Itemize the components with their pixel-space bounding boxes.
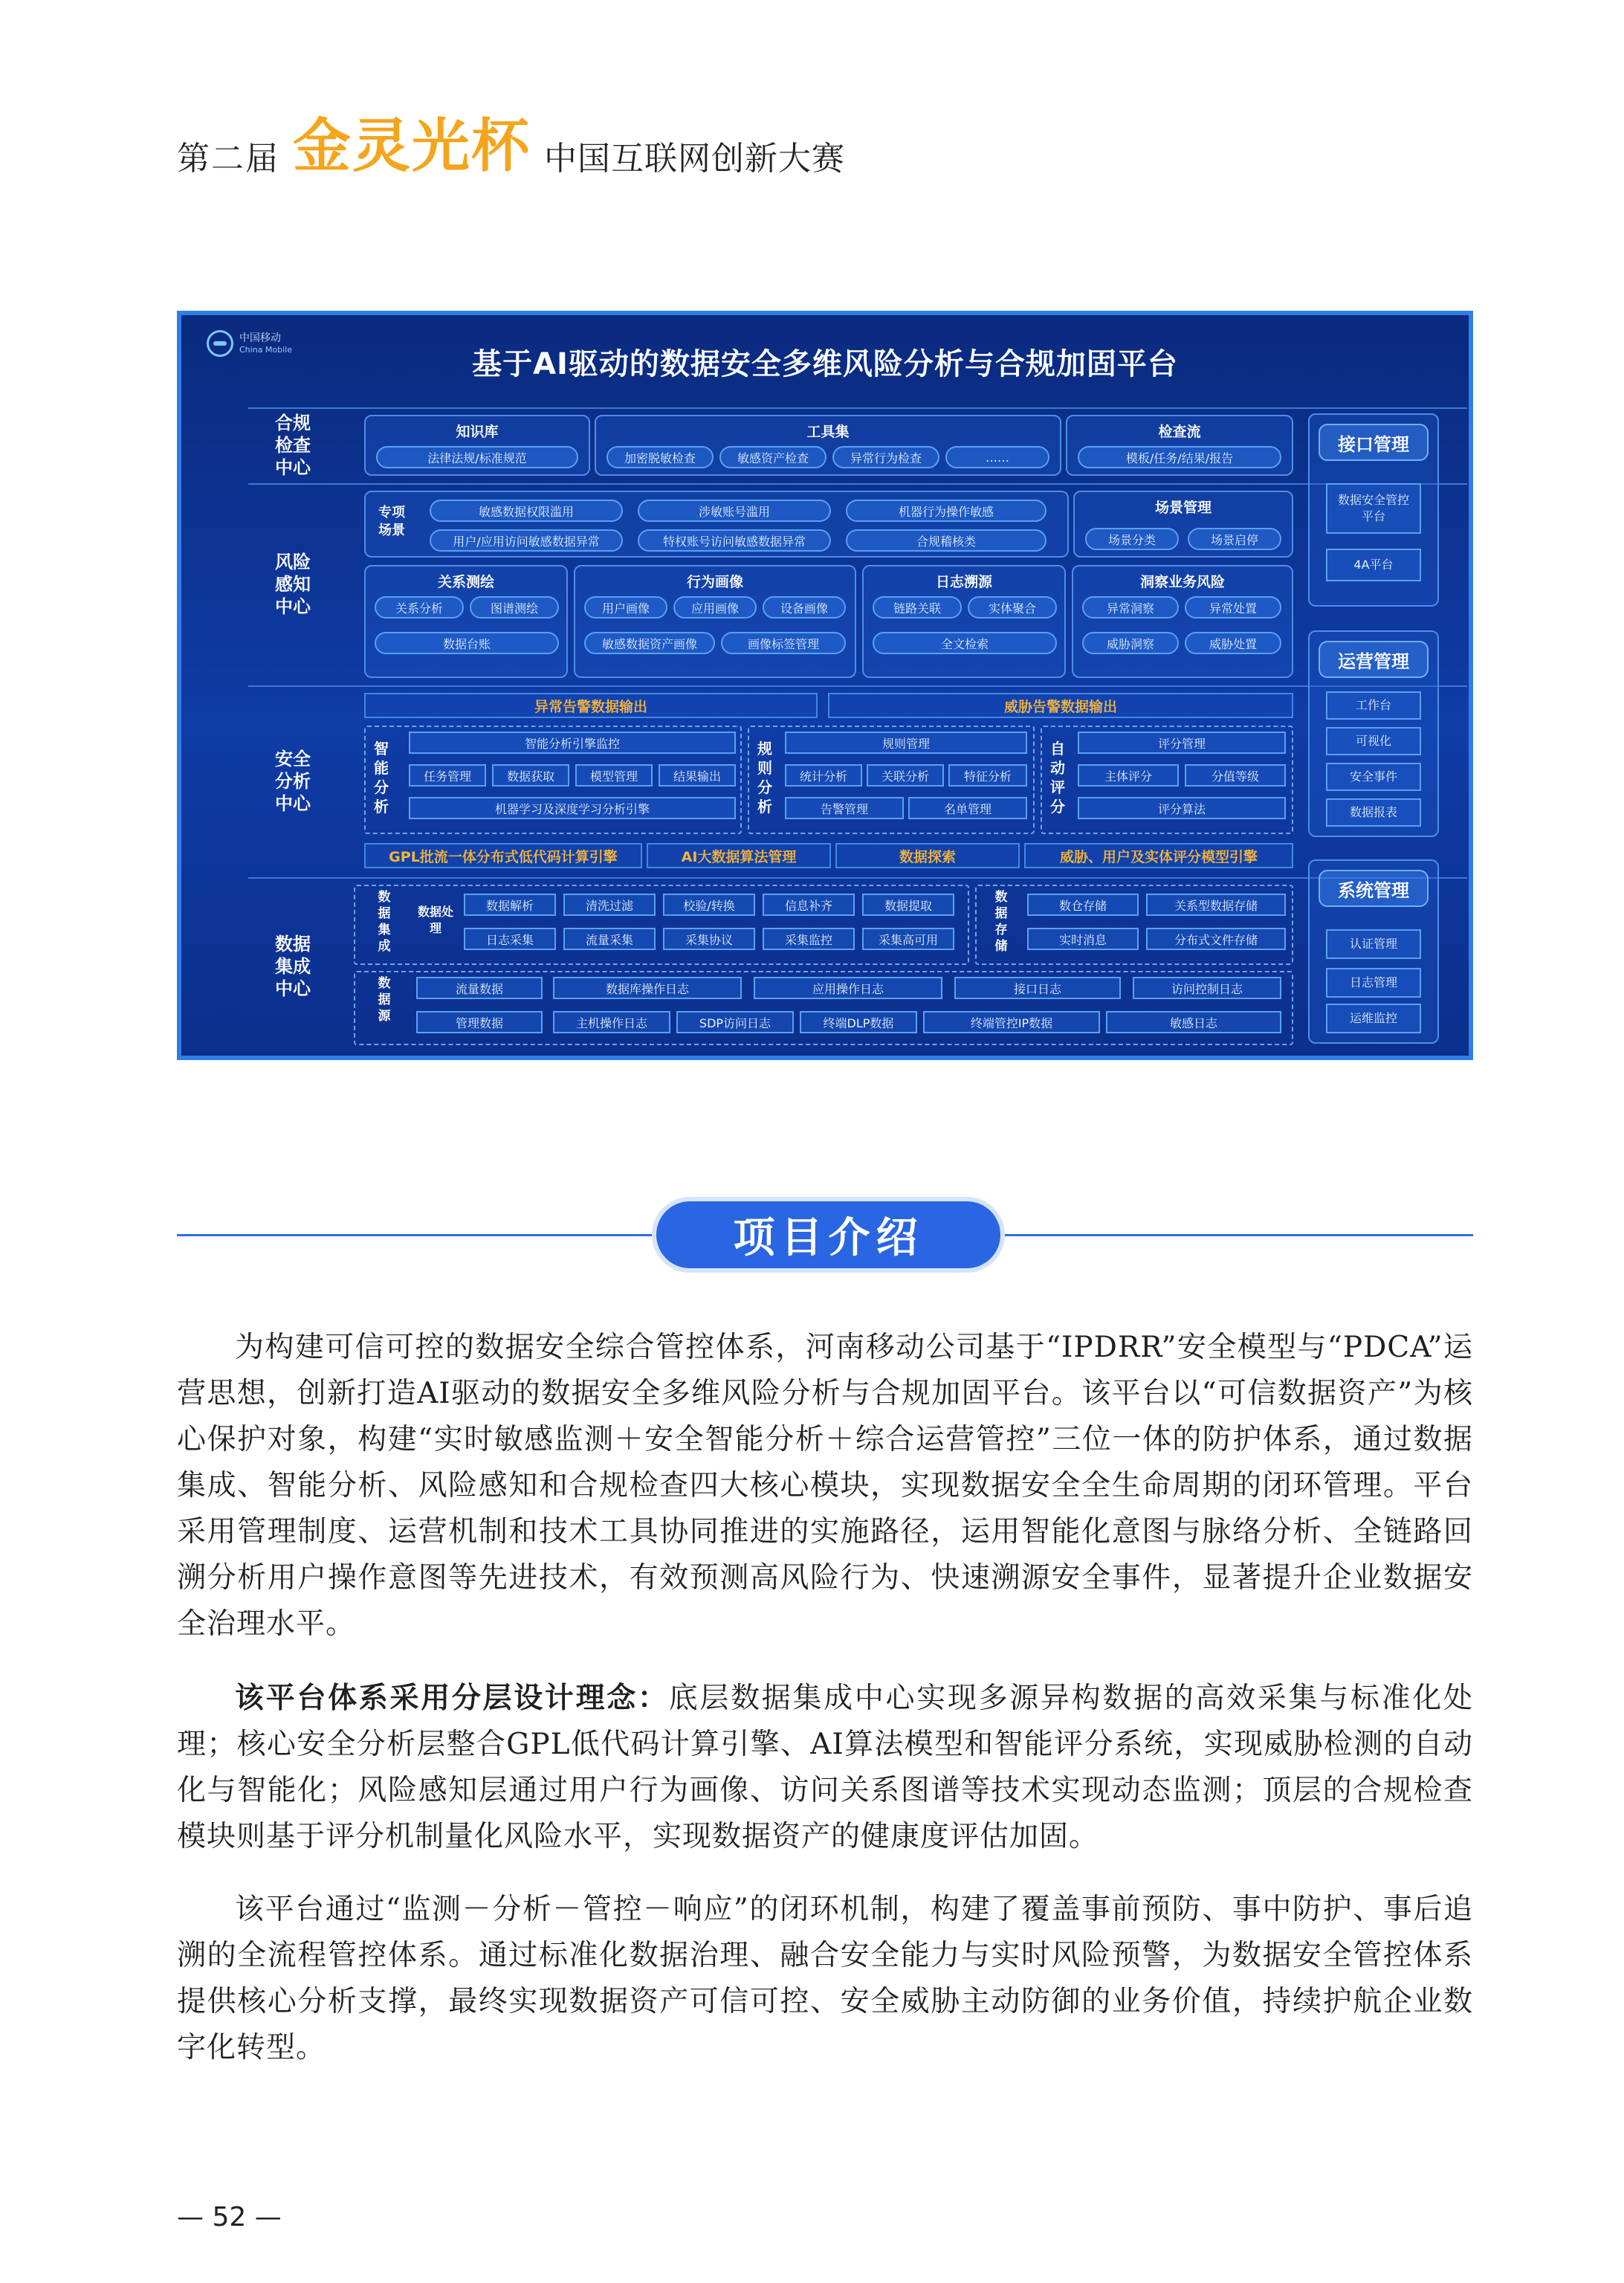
- side-item: 数据报表: [1326, 798, 1421, 827]
- side-item: 可视化: [1326, 727, 1421, 755]
- analysis-foot-bar: 威胁、用户及实体评分模型引擎: [1024, 843, 1293, 868]
- divider-line: [248, 685, 1467, 687]
- data-source-label: 数据源: [378, 976, 391, 1024]
- source-item: 敏感日志: [1106, 1011, 1281, 1033]
- section-rule-right: [1000, 1234, 1473, 1236]
- behavior-item: 设备画像: [763, 596, 846, 619]
- insight-item: 威胁处置: [1185, 632, 1281, 654]
- box-title: 检查流: [1158, 424, 1201, 440]
- behavior-item: 用户画像: [584, 596, 667, 619]
- rule-top: 规则管理: [785, 732, 1027, 754]
- box-special-scenarios: [364, 491, 1069, 558]
- analysis-foot-bar: GPL批流一体分布式低代码计算引擎: [364, 843, 642, 868]
- scene-item: 场景启停: [1188, 528, 1281, 550]
- page-number: — 52 —: [177, 2202, 282, 2232]
- insight-item: 异常洞察: [1082, 596, 1179, 619]
- insight-item: 威胁洞察: [1082, 632, 1179, 654]
- behavior-item: 画像标签管理: [721, 632, 846, 654]
- data-store-label: 数据存储: [994, 890, 1008, 954]
- row-label-risk: 风险感知中心: [275, 552, 311, 617]
- box-title: 场景管理: [1154, 500, 1211, 516]
- source-item: 管理数据: [416, 1011, 543, 1033]
- special-item: 用户/应用访问敏感数据异常: [430, 529, 623, 552]
- row-label-analysis: 安全分析中心: [275, 749, 311, 814]
- source-item: SDP访问日志: [676, 1011, 794, 1033]
- side-item: 运维监控: [1326, 1004, 1421, 1033]
- proc-item: 采集监控: [763, 928, 855, 950]
- behavior-item: 应用画像: [673, 596, 757, 619]
- box-check-flow: [1066, 415, 1293, 476]
- section-title: 项目介绍: [656, 1201, 1000, 1268]
- side-title-sys: 系统管理: [1319, 870, 1429, 907]
- source-item: 访问控制日志: [1133, 977, 1281, 999]
- rule-item: 特征分析: [948, 764, 1027, 787]
- box-behavior-profile: [574, 565, 856, 678]
- rule-item: 统计分析: [785, 764, 862, 787]
- figure-title: 基于AI驱动的数据安全多维风险分析与合规加固平台: [472, 347, 1178, 381]
- special-item: 涉敏账号滥用: [638, 500, 831, 522]
- tool-item: ……: [945, 446, 1049, 468]
- auto-score-label: 自动评分: [1050, 740, 1065, 816]
- box-title: 日志溯源: [935, 574, 992, 590]
- proc-item: 数据提取: [862, 894, 954, 916]
- side-item: 4A平台: [1326, 549, 1421, 581]
- special-item: 机器行为操作敏感: [846, 500, 1046, 522]
- paragraph-2-lead: 该平台体系采用分层设计理念：: [235, 1682, 669, 1715]
- log-item: 全文检索: [873, 632, 1057, 654]
- side-panel-sys: [1308, 859, 1439, 1044]
- proc-item: 采集协议: [663, 928, 755, 950]
- header-suffix: 中国互联网创新大赛: [544, 140, 846, 178]
- box-toolset: [595, 415, 1061, 476]
- store-item: 数仓存储: [1027, 894, 1139, 916]
- store-item: 关系型数据存储: [1146, 894, 1286, 916]
- section-rule-left: [177, 1234, 656, 1236]
- box-business-risk: [1072, 565, 1293, 678]
- anomaly-alert-output: 异常告警数据输出: [364, 693, 818, 718]
- paragraph-3: 该平台通过“监测－分析－管控－响应”的闭环机制，构建了覆盖事前预防、事中防护、事后追溯的全流程管控体系。通过标准化数据治理、融合安全能力与实时风险预警，为数据安全管控体系提供核心分析支撑，最终实现数据资产可信可控、安全威胁主动防御的业务价值，持续护航企业数字化转型。: [177, 1893, 1473, 2064]
- box-relation-mapping: [364, 565, 568, 678]
- score-top: 评分管理: [1078, 732, 1286, 754]
- special-item: 合规稽核类: [846, 529, 1046, 552]
- analysis-foot-bar: AI大数据算法管理: [647, 843, 831, 868]
- relation-item: 数据台账: [375, 632, 559, 654]
- smart-item: 结果输出: [659, 764, 736, 787]
- side-item: 认证管理: [1326, 929, 1421, 959]
- special-label: 专项场景: [378, 505, 405, 538]
- side-item: 安全事件: [1326, 763, 1421, 791]
- paragraph-1: 为构建可信可控的数据安全综合管控体系，河南移动公司基于“IPDRR”安全模型与“PDCA”运营思想，创新打造AI驱动的数据安全多维风险分析与合规加固平台。该平台以“可信数据资产”为核心保护对象，构建“实时敏感监测＋安全智能分析＋综合运营管控”三位一体的防护体系，通过数据集成、智能分析、风险感知和合规检查四大核心模块，实现数据安全全生命周期的闭环管理。平台采用管理制度、运营机制和技术工具协同推进的实施路径，运用智能化意图与脉络分析、全链路回溯分析用户操作意图等先进技术，有效预测高风险行为、快速溯源安全事件，显著提升企业数据安全治理水平。: [177, 1331, 1473, 1641]
- box-knowledge-base: [364, 415, 590, 476]
- relation-item: 图谱测绘: [470, 596, 559, 619]
- score-item: 评分算法: [1078, 797, 1286, 819]
- row-label-compliance: 合规检查中心: [275, 413, 311, 478]
- side-title-api: 接口管理: [1319, 424, 1429, 461]
- score-item: 主体评分: [1078, 764, 1179, 787]
- divider-line: [248, 483, 1467, 485]
- proc-item: 清洗过滤: [563, 894, 656, 916]
- log-item: 链路关联: [873, 596, 962, 619]
- side-panel-ops: [1308, 630, 1439, 837]
- proc-item: 数据解析: [464, 894, 556, 916]
- rule-item: 关联分析: [867, 764, 944, 787]
- special-item: 敏感数据权限滥用: [430, 500, 623, 522]
- scene-item: 场景分类: [1085, 528, 1179, 550]
- store-item: 实时消息: [1027, 928, 1139, 950]
- header-prefix: 第二届: [177, 140, 279, 178]
- smart-item: 任务管理: [409, 764, 486, 787]
- box-scene-management: [1073, 491, 1293, 558]
- kb-item: 法律法规/标准规范: [376, 446, 578, 468]
- smart-bottom: 机器学习及深度学习分析引擎: [409, 797, 736, 819]
- source-item: 主机操作日志: [553, 1011, 670, 1033]
- box-log-tracing: [862, 565, 1066, 678]
- box-title: 关系测绘: [437, 574, 494, 590]
- paragraph-2: [177, 1676, 1473, 1860]
- proc-item: 信息补齐: [763, 894, 855, 916]
- box-title: 知识库: [456, 424, 499, 440]
- paragraph-2-body: 底层数据集成中心实现多源异构数据的高效采集与标准化处理；核心安全分析层整合GPL低代码计算引擎、AI算法模型和智能评分系统，实现威胁检测的自动化与智能化；风险感知层通过用户行为画像、访问关系图谱等技术实现动态监测；顶层的合规检查模块则基于评分机制量化风险水平，实现数据资产的健康度评估加固。: [177, 1682, 1473, 1853]
- side-item: 数据安全管控平台: [1326, 483, 1421, 534]
- flow-item: 模板/任务/结果/报告: [1078, 446, 1281, 468]
- store-item: 分布式文件存储: [1146, 928, 1286, 950]
- proc-item: 流量采集: [563, 928, 656, 950]
- rule-item: 名单管理: [908, 797, 1027, 819]
- analysis-foot-bar: 数据探索: [835, 843, 1020, 868]
- side-title-ops: 运营管理: [1319, 641, 1429, 678]
- proc-item: 日志采集: [464, 928, 556, 950]
- source-item: 数据库操作日志: [553, 977, 742, 999]
- tool-item: 加密脱敏检查: [606, 446, 714, 468]
- tool-item: 敏感资产检查: [719, 446, 826, 468]
- smart-analysis-label: 智能分析: [374, 740, 389, 816]
- page-header: [177, 113, 845, 180]
- data-process-label: 数据处理: [418, 905, 454, 935]
- divider-line: [248, 877, 1467, 879]
- side-item: 工作台: [1326, 691, 1421, 720]
- architecture-figure: [177, 311, 1473, 1060]
- relation-item: 关系分析: [375, 596, 464, 619]
- score-item: 分值等级: [1185, 764, 1286, 787]
- proc-item: 采集高可用: [862, 928, 954, 950]
- source-item: 终端管控IP数据: [923, 1011, 1100, 1033]
- box-title: 洞察业务风险: [1139, 574, 1225, 590]
- data-collect-label: 数据集成: [378, 890, 391, 954]
- smart-top: 智能分析引擎监控: [409, 732, 736, 754]
- side-panel-api: [1308, 413, 1439, 607]
- behavior-item: 敏感数据资产画像: [584, 632, 715, 654]
- insight-item: 异常处置: [1185, 596, 1281, 619]
- source-item: 终端DLP数据: [800, 1011, 917, 1033]
- rule-analysis-label: 规则分析: [757, 740, 772, 816]
- source-item: 接口日志: [954, 977, 1121, 999]
- proc-item: 校验/转换: [663, 894, 755, 916]
- threat-alert-output: 威胁告警数据输出: [828, 693, 1293, 718]
- logo-text-cn: 中国移动: [239, 332, 281, 344]
- logo-text-en: China Mobile: [239, 345, 293, 355]
- smart-item: 模型管理: [575, 764, 653, 787]
- tool-item: 异常行为检查: [832, 446, 939, 468]
- source-item: 流量数据: [416, 977, 543, 999]
- smart-item: 数据获取: [492, 764, 569, 787]
- log-item: 实体聚合: [968, 596, 1057, 619]
- header-brand: 金灵光杯: [293, 113, 531, 180]
- rule-item: 告警管理: [785, 797, 904, 819]
- divider-line: [248, 407, 1467, 409]
- box-title: 工具集: [806, 424, 850, 440]
- side-item: 日志管理: [1326, 968, 1421, 998]
- box-title: 行为画像: [686, 574, 743, 590]
- source-item: 应用操作日志: [754, 977, 942, 999]
- special-item: 特权账号访问敏感数据异常: [638, 529, 831, 552]
- row-label-data: 数据集成中心: [275, 934, 311, 999]
